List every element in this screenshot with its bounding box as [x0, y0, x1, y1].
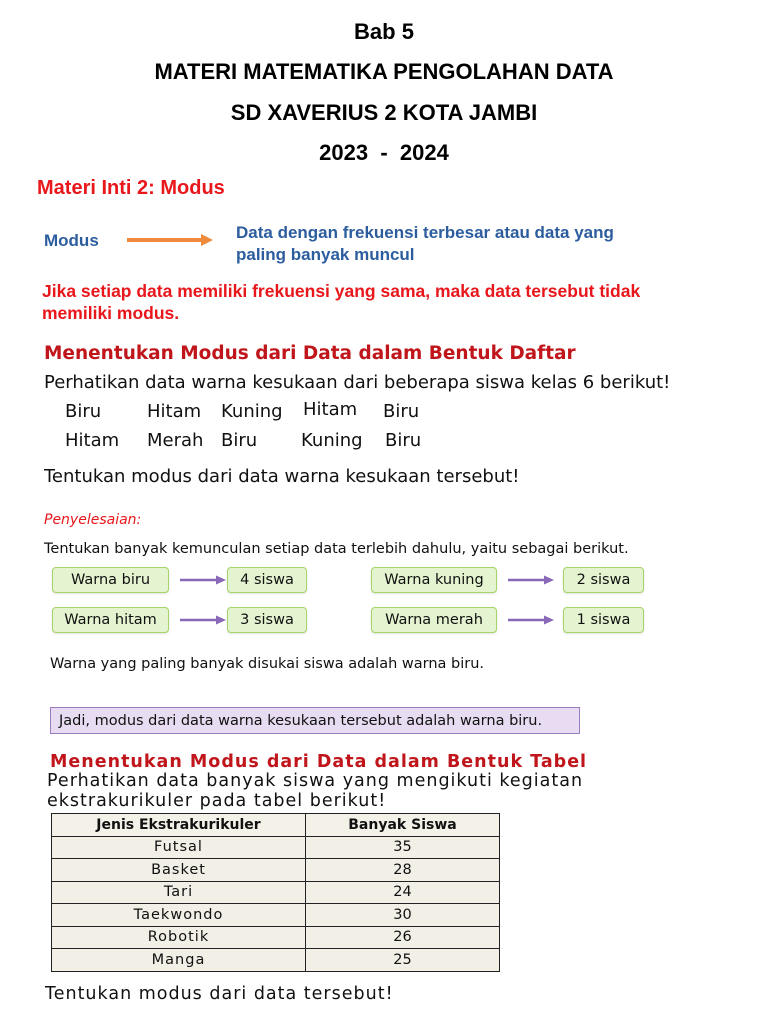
- table-row: [52, 859, 500, 882]
- count-cell: 25: [306, 949, 500, 972]
- purple-arrow-icon: [180, 574, 226, 586]
- count-cell: 30: [306, 904, 500, 927]
- count-label-hitam: Warna hitam: [52, 607, 169, 633]
- data-item: Kuning: [221, 401, 283, 422]
- chapter-label: Bab 5: [354, 19, 414, 44]
- solution-label: Penyelesaian:: [44, 512, 142, 528]
- count-cell: 35: [306, 836, 500, 859]
- note-line-1: Jika setiap data memiliki frekuensi yang sama, maka data tersebut tidak: [42, 281, 641, 301]
- data-item: Hitam: [303, 399, 358, 420]
- count-label-merah: Warna merah: [371, 607, 497, 633]
- activity-cell: Manga: [52, 949, 306, 972]
- solution-result: Warna yang paling banyak disukai siswa adalah warna biru.: [50, 656, 485, 672]
- table-row: [52, 881, 500, 904]
- table-row: [52, 926, 500, 949]
- orange-arrow-icon: [127, 232, 215, 248]
- data-item: Hitam: [147, 401, 202, 422]
- column-header: Jenis Ekstrakurikuler: [52, 814, 306, 837]
- definition-term: Modus: [44, 231, 99, 250]
- activity-cell: Taekwondo: [52, 904, 306, 927]
- activity-cell: Robotik: [52, 926, 306, 949]
- color-data-row-1: [0, 401, 768, 427]
- school-name: SD XAVERIUS 2 KOTA JAMBI: [230, 100, 538, 125]
- data-item: Kuning: [301, 430, 363, 451]
- data-item: Merah: [147, 430, 204, 451]
- table-header-row: [52, 814, 500, 837]
- data-item: Hitam: [65, 430, 120, 451]
- table-section-question: Tentukan modus dari data tersebut!: [45, 984, 394, 1004]
- extracurricular-table: [51, 813, 500, 972]
- activity-cell: Basket: [52, 859, 306, 882]
- data-item: Biru: [383, 401, 420, 422]
- definition-line-1: Data dengan frekuensi terbesar atau data yang: [236, 223, 614, 242]
- count-cell: 28: [306, 859, 500, 882]
- note-line-2: memiliki modus.: [42, 303, 180, 323]
- solution-intro: Tentukan banyak kemunculan setiap data terlebih dahulu, yaitu sebagai berikut.: [44, 541, 629, 557]
- activity-cell: Futsal: [52, 836, 306, 859]
- definition-line-2: paling banyak muncul: [236, 245, 415, 264]
- count-label-biru: Warna biru: [52, 567, 169, 593]
- table-row: [52, 904, 500, 927]
- document-title: MATERI MATEMATIKA PENGOLAHAN DATA: [154, 59, 614, 84]
- table-row: [52, 949, 500, 972]
- no-mode-note: [42, 280, 640, 324]
- count-value-biru: 4 siswa: [227, 567, 307, 593]
- definition-text: [236, 222, 614, 266]
- count-value-kuning: 2 siswa: [563, 567, 644, 593]
- column-header: Banyak Siswa: [306, 814, 500, 837]
- list-section-intro: Perhatikan data warna kesukaan dari beberapa siswa kelas 6 berikut!: [44, 372, 671, 393]
- table-row: [52, 836, 500, 859]
- data-item: Biru: [385, 430, 422, 451]
- activity-cell: Tari: [52, 881, 306, 904]
- color-data-row-2: [0, 430, 768, 456]
- conclusion-box: Jadi, modus dari data warna kesukaan tersebut adalah warna biru.: [50, 707, 580, 734]
- table-intro-line-1: Perhatikan data banyak siswa yang mengikuti kegiatan: [47, 771, 584, 791]
- table-section-intro: [47, 771, 583, 811]
- data-item: Biru: [221, 430, 258, 451]
- data-item: Biru: [65, 401, 102, 422]
- list-section-heading: Menentukan Modus dari Data dalam Bentuk Daftar: [44, 343, 576, 364]
- table-section-heading: Menentukan Modus dari Data dalam Bentuk Tabel: [50, 752, 588, 772]
- purple-arrow-icon: [508, 614, 554, 626]
- count-cell: 26: [306, 926, 500, 949]
- section-title: Materi Inti 2: Modus: [37, 177, 225, 199]
- list-section-question: Tentukan modus dari data warna kesukaan tersebut!: [44, 466, 520, 487]
- school-year: 2023 - 2024: [319, 140, 449, 165]
- count-label-kuning: Warna kuning: [371, 567, 497, 593]
- purple-arrow-icon: [508, 574, 554, 586]
- purple-arrow-icon: [180, 614, 226, 626]
- count-cell: 24: [306, 881, 500, 904]
- count-value-hitam: 3 siswa: [227, 607, 307, 633]
- table-intro-line-2: ekstrakurikuler pada tabel berikut!: [47, 791, 387, 811]
- count-value-merah: 1 siswa: [563, 607, 644, 633]
